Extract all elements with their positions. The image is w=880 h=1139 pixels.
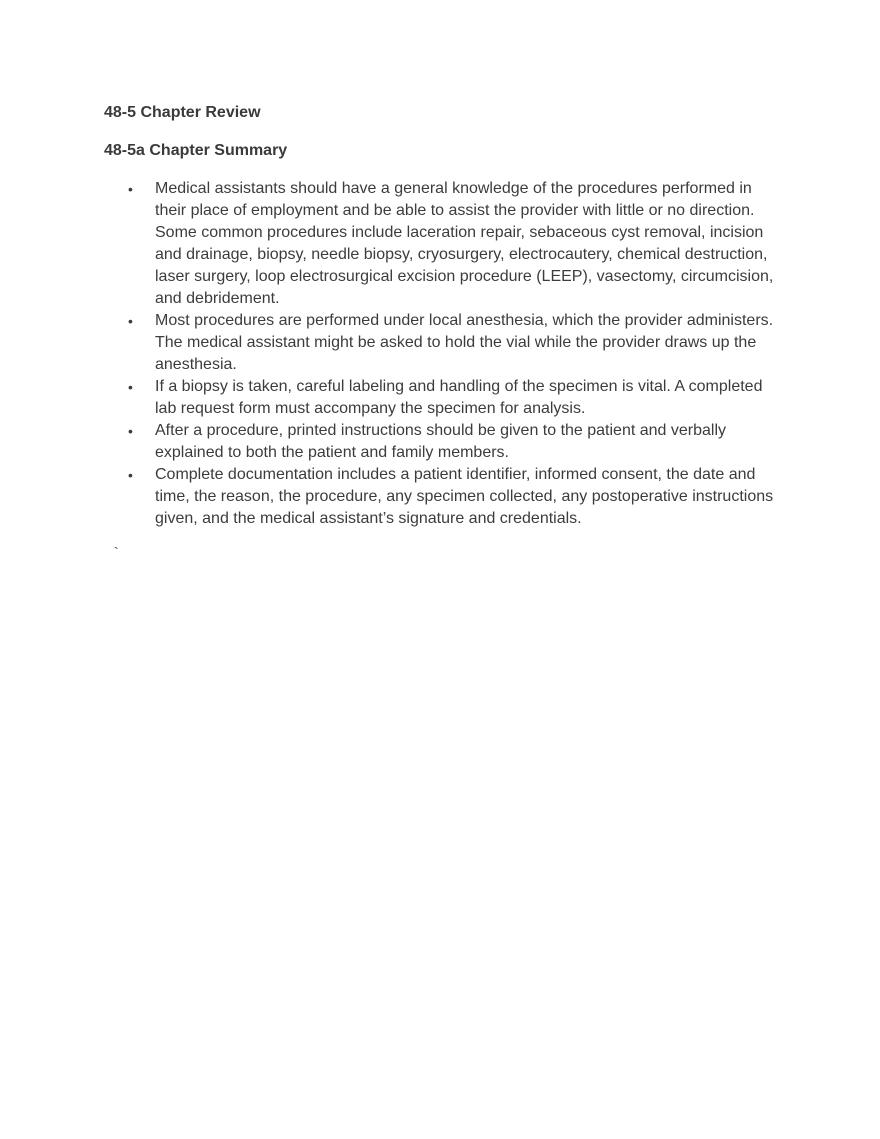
list-item bbox=[104, 178, 784, 310]
list-item-text: Medical assistants should have a general knowledge of the procedures performed in their place of employment and be able to assist the provider with little or no direction. Some common procedures include laceration repair, sebaceous cyst removal, incision and drainage, biopsy, needle biopsy, cryosurgery, electrocautery, chemical destruction, laser surgery, loop electrosurgical excision procedure (LEEP), vasectomy, circumcision, and debridement. bbox=[155, 180, 774, 307]
summary-bullet-list bbox=[104, 178, 784, 530]
bullet-icon: • bbox=[128, 467, 133, 483]
list-item-text: Most procedures are performed under local anesthesia, which the provider administers. The medical assistant might be asked to hold the vial while the provider draws up the anesthesia. bbox=[155, 312, 774, 373]
chapter-summary-heading: 48-5a Chapter Summary bbox=[104, 142, 288, 159]
list-item bbox=[104, 376, 784, 420]
list-item-text: Complete documentation includes a patient identifier, informed consent, the date and time, the reason, the procedure, any specimen collected, any postoperative instructions given, and the medical assistant’s signature and credentials. bbox=[155, 466, 774, 527]
list-item-text: If a biopsy is taken, careful labeling and handling of the specimen is vital. A completed lab request form must accompany the specimen for analysis. bbox=[155, 378, 763, 417]
list-item bbox=[104, 310, 784, 376]
bullet-icon: • bbox=[128, 423, 133, 439]
bullet-icon: • bbox=[128, 313, 133, 329]
bullet-icon: • bbox=[128, 181, 133, 197]
bullet-icon: • bbox=[128, 379, 133, 395]
chapter-review-heading: 48-5 Chapter Review bbox=[104, 104, 261, 121]
list-item-text: After a procedure, printed instructions should be given to the patient and verbally explained to both the patient and family members. bbox=[155, 422, 727, 461]
list-item bbox=[104, 464, 784, 530]
list-item bbox=[104, 420, 784, 464]
stray-backtick-mark: ` bbox=[114, 544, 119, 560]
